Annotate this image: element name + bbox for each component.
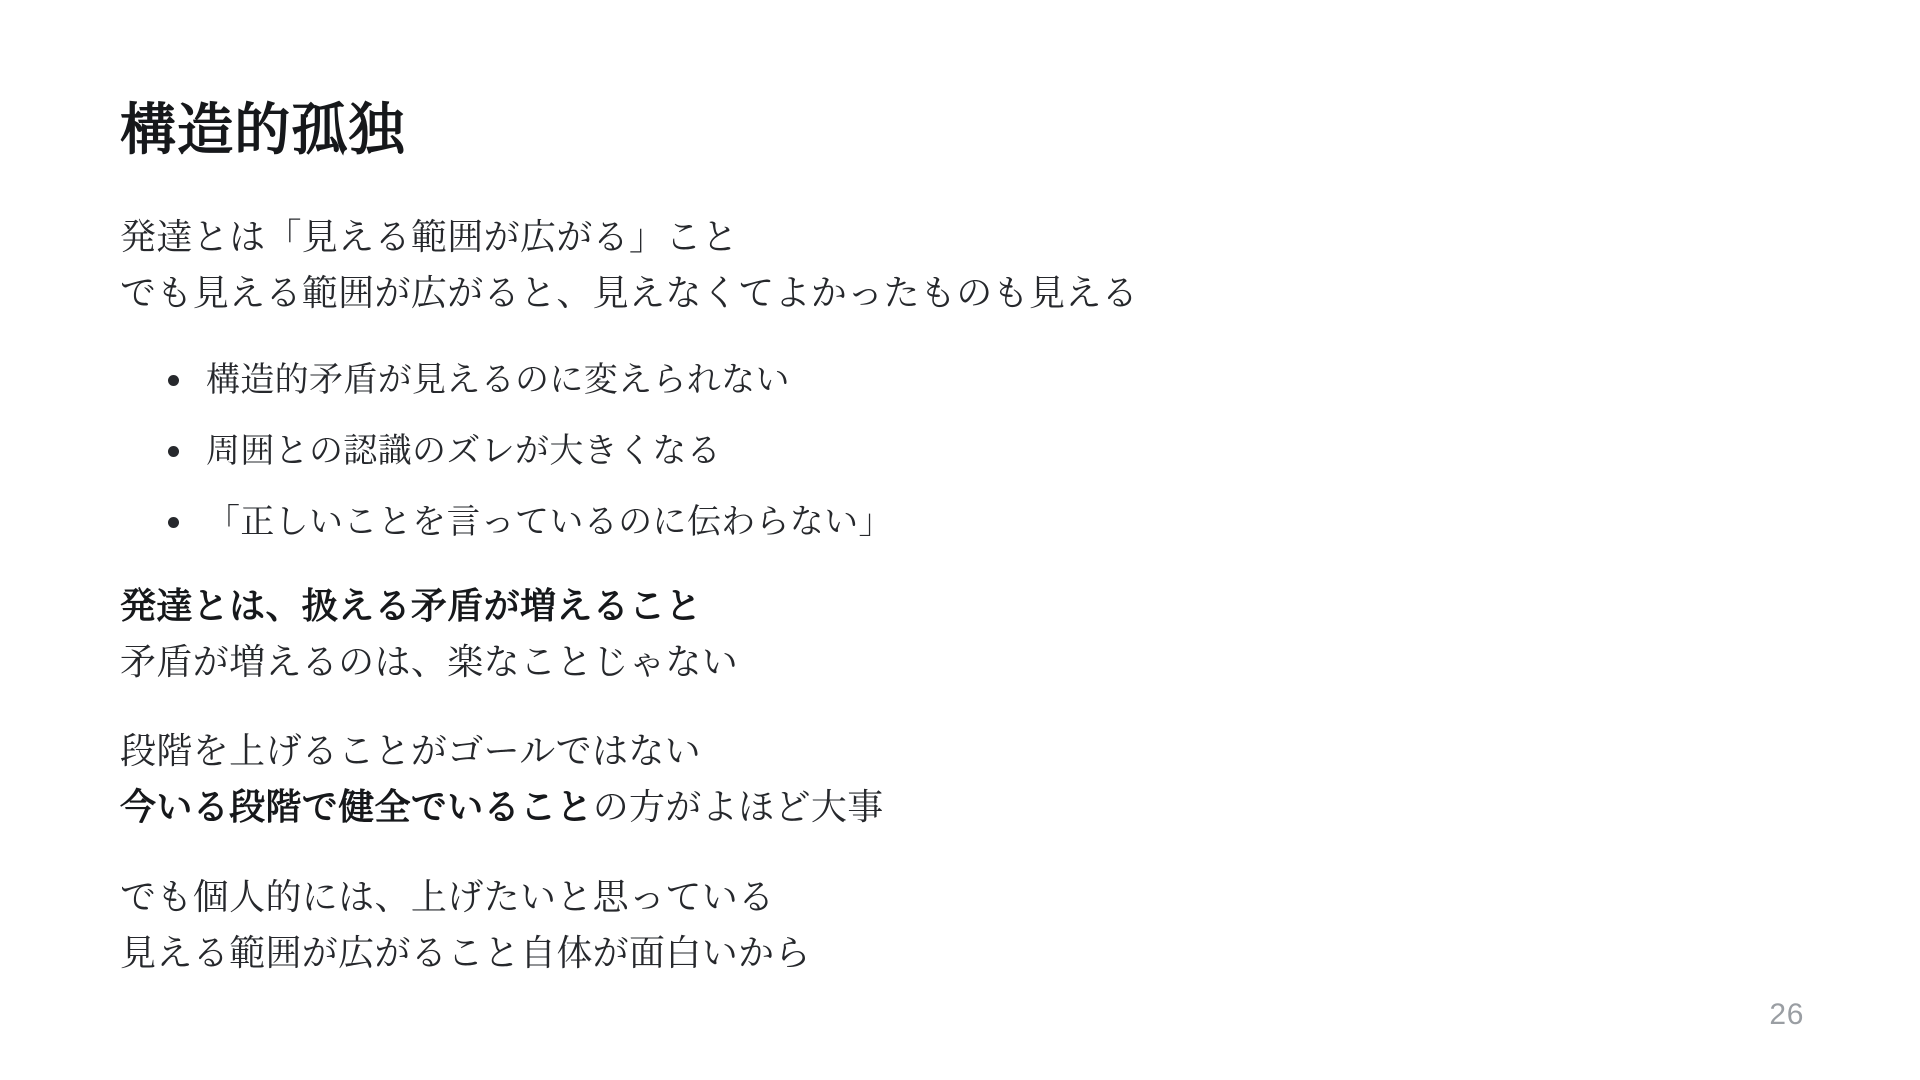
intro-line-2: でも見える範囲が広がると、見えなくてよかったものも見える [120,271,1139,313]
intro-block [120,209,1800,321]
list-item [120,355,1800,406]
personal-block [120,869,1800,981]
contradiction-heading: 発達とは、扱える矛盾が増えること [120,584,702,626]
contradiction-note: 矛盾が増えるのは、楽なことじゃない [120,640,739,682]
bullet-dot-icon [168,446,179,457]
list-item-label: 構造的矛盾が見えるのに変えられない [206,360,790,399]
list-item-label: 周囲との認識のズレが大きくなる [206,431,722,470]
stage-line-2 [120,779,1800,835]
personal-line-1: でも個人的には、上げたいと思っている [120,875,775,917]
page-title: 構造的孤独 [120,98,406,161]
stage-line-2-emphasis: 今いる段階で健全でいること [120,786,593,828]
stage-line-1: 段階を上げることがゴールではない [120,730,702,772]
personal-line-2: 見える範囲が広がること自体が面白いから [120,931,811,973]
bullet-list [120,355,1800,548]
stage-block [120,723,1800,835]
page-number: 26 [1769,998,1804,1031]
list-item [120,497,1800,548]
list-item [120,426,1800,477]
bullet-dot-icon [168,517,179,528]
bullet-dot-icon [168,375,179,386]
contradiction-block [120,578,1800,690]
stage-line-2-rest: の方がよほど大事 [592,786,884,828]
list-item-label: 「正しいことを言っているのに伝わらない」 [206,502,893,541]
intro-line-1: 発達とは「見える範囲が広がる」こと [120,216,739,258]
